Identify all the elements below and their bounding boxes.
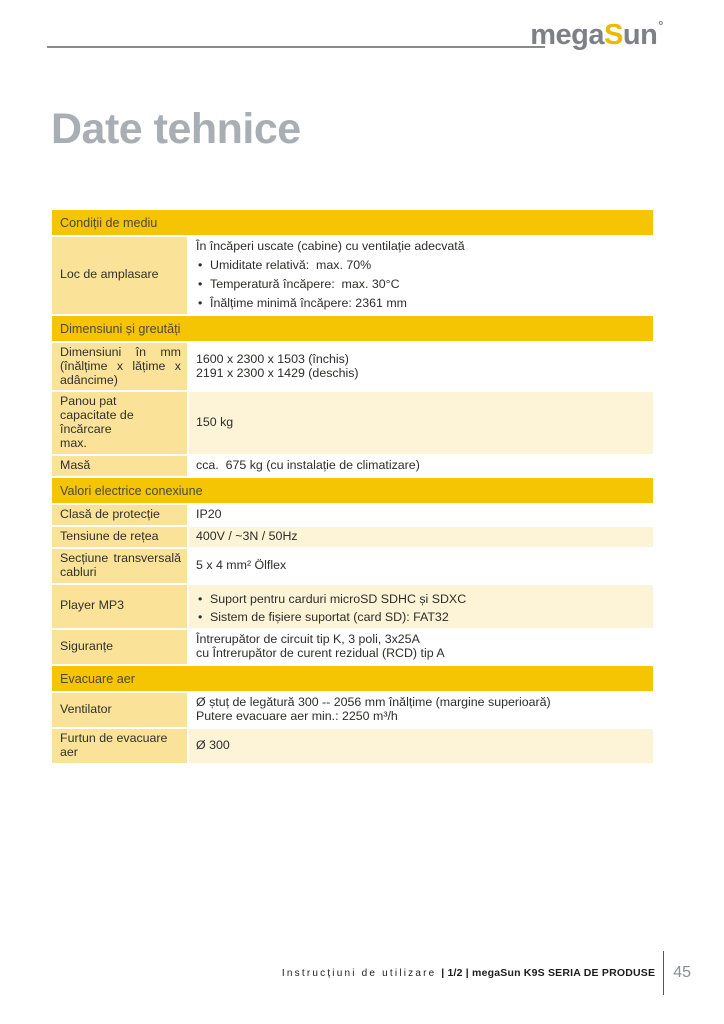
- row-label: Siguranțe: [52, 630, 187, 664]
- text-line: 150 kg: [196, 415, 234, 430]
- row-value: [189, 343, 653, 391]
- page-number: 45: [673, 964, 691, 981]
- row-label: Loc de amplasare: [52, 237, 187, 314]
- bullet-text: Umiditate relativă: max. 70%: [210, 257, 372, 272]
- row-value: [189, 505, 653, 525]
- megasun-logo: [530, 19, 663, 50]
- row-value: [189, 729, 653, 763]
- row-value: [189, 237, 653, 314]
- text-line: IP20: [196, 506, 222, 521]
- row-value: [189, 549, 653, 583]
- bullet-text: Suport pentru carduri microSD SDHC și SDXC: [210, 591, 467, 606]
- logo-registered-mark: °: [658, 18, 663, 33]
- technical-data-table: [52, 210, 653, 765]
- row-label: Panou pat capacitate de încărcare max.: [52, 392, 187, 454]
- bullet-icon: •: [198, 591, 203, 606]
- table-row: [52, 585, 653, 629]
- bullet-icon: •: [198, 276, 203, 291]
- text-line: cca. 675 kg (cu instalație de climatizare): [196, 457, 420, 472]
- section-header: Condiții de mediu: [52, 210, 653, 235]
- table-row: [52, 343, 653, 391]
- page-footer: [0, 948, 691, 998]
- row-label: Secțiune transversală cabluri: [52, 549, 187, 583]
- text-line: 400V / ~3N / 50Hz: [196, 528, 298, 543]
- table-row: [52, 392, 653, 454]
- bullet-line: [196, 278, 645, 292]
- row-value: [189, 693, 653, 727]
- table-row: [52, 237, 653, 314]
- footer-doc-meta: | 1/2 | megaSun K9S SERIA DE PRODUSE: [441, 967, 656, 979]
- text-line: cu Întrerupător de curent rezidual (RCD) tip A: [196, 646, 445, 661]
- row-label: Furtun de evacuare aer: [52, 729, 187, 763]
- text-line: Ø 300: [196, 737, 230, 752]
- bullet-icon: •: [198, 257, 203, 272]
- row-label: Dimensiuni în mm (înălțime x lățime x adâncime): [52, 343, 187, 391]
- table-row: [52, 527, 653, 547]
- text-line: Întrerupător de circuit tip K, 3 poli, 3x25A: [196, 632, 420, 647]
- row-value: [189, 456, 653, 476]
- page-title: Date tehnice: [51, 105, 301, 153]
- text-line: Putere evacuare aer min.: 2250 m³/h: [196, 709, 398, 724]
- logo-text-s: S: [604, 19, 623, 51]
- table-row: [52, 729, 653, 763]
- row-value: [189, 630, 653, 664]
- table-row: [52, 456, 653, 476]
- bullet-line: [196, 297, 645, 311]
- bullet-text: Temperatură încăpere: max. 30°C: [210, 276, 400, 291]
- text-line: Ø ștuț de legătură 300 -- 2056 mm înălțime (margine superioară): [196, 695, 551, 710]
- bullet-line: [196, 611, 645, 625]
- logo-text-un: un: [622, 19, 658, 51]
- bullet-line: [196, 593, 645, 607]
- logo-text-mega: mega: [530, 19, 605, 51]
- footer-doc-type: Instrucțiuni de utilizare: [281, 968, 437, 979]
- row-label: Player MP3: [52, 585, 187, 629]
- row-value: [189, 392, 653, 454]
- bullet-text: Înălțime minimă încăpere: 2361 mm: [210, 295, 407, 310]
- section-header: Valori electrice conexiune: [52, 478, 653, 503]
- footer-divider: [663, 951, 664, 995]
- row-value: [189, 527, 653, 547]
- row-label: Ventilator: [52, 693, 187, 727]
- footer-text: [282, 967, 655, 979]
- table-row: [52, 549, 653, 583]
- header-rule: [47, 46, 545, 48]
- table-row: [52, 630, 653, 664]
- table-row: [52, 693, 653, 727]
- text-line: 2191 x 2300 x 1429 (deschis): [196, 365, 359, 380]
- row-label: Tensiune de rețea: [52, 527, 187, 547]
- row-value: [189, 585, 653, 629]
- bullet-icon: •: [198, 295, 203, 310]
- text-line: 1600 x 2300 x 1503 (închis): [196, 351, 349, 366]
- row-label: Clasă de protecție: [52, 505, 187, 525]
- text-line: În încăperi uscate (cabine) cu ventilație adecvată: [196, 239, 465, 254]
- section-header: Dimensiuni și greutăți: [52, 316, 653, 341]
- row-label: Masă: [52, 456, 187, 476]
- section-header: Evacuare aer: [52, 666, 653, 691]
- bullet-line: [196, 259, 645, 273]
- text-line: 5 x 4 mm² Ölflex: [196, 557, 287, 572]
- bullet-icon: •: [198, 610, 203, 625]
- table-row: [52, 505, 653, 525]
- bullet-text: Sistem de fișiere suportat (card SD): FAT32: [210, 610, 449, 625]
